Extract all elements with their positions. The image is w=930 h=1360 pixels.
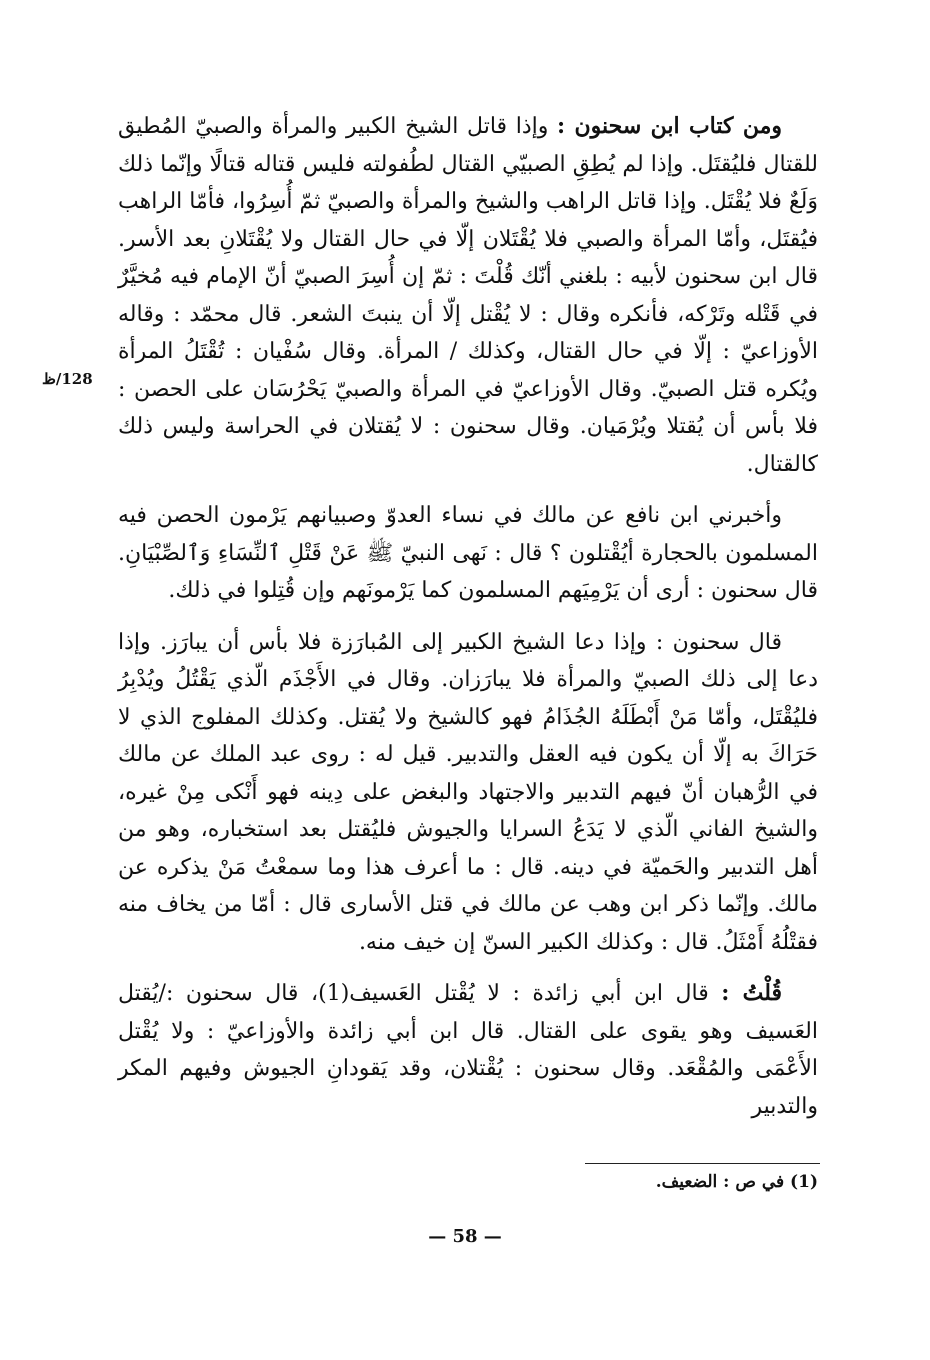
- manuscript-folio-note: 128/ظ: [42, 370, 93, 388]
- paragraph-1: [118, 108, 818, 483]
- footnote: (1) في ص : الضعيف.: [655, 1172, 818, 1192]
- paragraph-body: قال ابن أبي زائدة : لا يُقْتل العَسيف(1)، قال سحنون :/يُقتل العَسيف وهو يقوى على القتال. قال ابن أبي زائدة والأوزاعيّ : ولا يُقْتل الأَعْمَى والمُقْعَد. وقال سحنون : يُقْتلان، وقد يَقودانِ الجيوش وفيهم المكر والتدبير: [118, 981, 818, 1119]
- page-number: — 58 —: [428, 1226, 502, 1247]
- paragraph-body: وإذا قاتل الشيخ الكبير والمرأة والصبيّ المُطيق للقتال فليُقتَل. وإذا لم يُطِقِ الصبيّي القتال لطُفولته فليس قتاله قتالًا وإنّما ذلك وَلَعٌ فلا يُقْتَل. وإذا قاتل الراهب والشيخ والمرأة والصبيّ ثمّ أُسِرُوا، فأمّا الراهب فيُقتَل، وأمّا المرأة والصبي فلا يُقْتَلان إلّا في حال القتال ولا يُقْتَلانِ بعد الأسر. قال ابن سحنون لأبيه : بلغني أنّك قُلْتَ : ثمّ إن أُسِرَ الصبيّ أنّ الإمام فيه مُخيَّرٌ في قَتْله وتَرْكه، فأنكره وقال : لا يُقْتل إلّا أن ينبتَ الشعر. قال محمّد : وقاله الأوزاعيّ : إلّا في حال القتال، وكذلك / المرأة. وقال سُفْيان : تُقْتَلُ المرأة ويُكره قتل الصبيّ. وقال الأوزاعيّ في المرأة والصبيّ يَحْرُسَان على الحصن : فلا بأس أن يُقتلا ويُرْمَيان. وقال سحنون : لا يُقتلان في الحراسة وليس ذلك كالقتال.: [118, 114, 819, 477]
- paragraph-3: [118, 624, 818, 962]
- paragraph-body: قال سحنون : وإذا دعا الشيخ الكبير إلى المُبارَزة فلا بأس أن يبارَز. وإذا دعا إلى ذلك الصبيّ والمرأة فلا يبارَزان. وقال في الأَجْذَم الّذي يَقْتُلُ ويُدْبِرُ فليُقْتَل، وأمّا مَنْ أَبْطَلَهُ الجُذَامُ فهو كالشيخ ولا يُقتل. وكذلك المفلوج الذي لا حَرَاكَ به إلّا أن يكون فيه العقل والتدبير. قيل له : روى عبد الملك عن مالك في الرُّهبان أنّ فيهم التدبير والاجتهاد والبغض على دِينه فهو أَنْكى مِنْ غيره، والشيخ الفاني الّذي لا يَدَعُ السرايا والجيوش فليُقتل بعد استخباره، وهو من أهل التدبير والحَميّة في دينه. قال : ما أعرف هذا وما سمعْتُ مَنْ يذكره عن مالك. وإنّما ذكر ابن وهب عن مالك في قتل الأسارى قال : أمّا من يخاف منه فقتْلُهُ أَمْثَلُ. قال : وكذلك الكبير السنّ إن خيف منه.: [118, 629, 818, 955]
- paragraph-4: [118, 975, 818, 1125]
- footnote-separator: [585, 1163, 820, 1164]
- paragraph-2: [118, 497, 818, 610]
- paragraph-lead: ومن كتاب ابن سحنون :: [557, 113, 782, 139]
- paragraph-lead: قُلْتُ :: [721, 980, 782, 1006]
- main-text: [118, 108, 818, 1139]
- paragraph-body: وأخبرني ابن نافع عن مالك في نساء العدوّ وصبيانهم يَرْمون الحصن فيه المسلمون بالحجارة أيُقْتلون ؟ قال : نَهى النبيّ ﷺ عَنْ قَتْلِ ٱلنِّسَاءِ وَٱلصِّبْيَانِ. قال سحنون : أرى أن يَرْمِيَهم المسلمون كما يَرْمونَهم وإن قُتِلوا في ذلك.: [118, 503, 818, 603]
